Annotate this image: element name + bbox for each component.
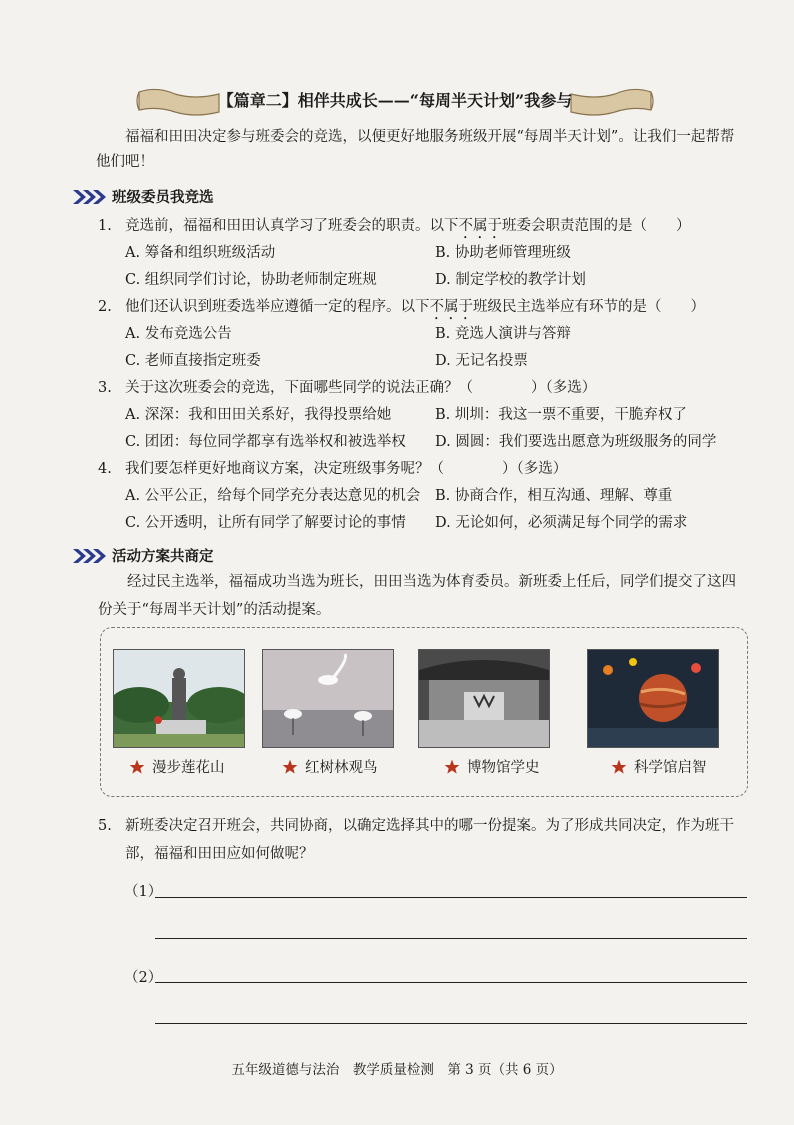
- answer-line[interactable]: [155, 982, 747, 983]
- activity-intro: 经过民主选举，福福成功当选为班长，田田当选为体育委员。新班委上任后，同学们提交了这四份关于“每周半天计划”的活动提案。: [98, 574, 736, 618]
- option-b: B. 协助老师管理班级: [435, 245, 571, 261]
- question-3: 3. 关于这次班委会的竞选，下面哪些同学的说法正确？（ ）（多选）: [98, 380, 597, 396]
- egret-image: [263, 650, 393, 747]
- intro-text: 福福和田田决定参与班委会的竞选，以便更好地服务班级开展“每周半天计划”。让我们一起帮帮他们吧！: [96, 129, 735, 170]
- answer-label-2: （2）: [124, 970, 163, 986]
- photo-mangrove-birds: [262, 649, 394, 748]
- chevron-right-icon: [72, 548, 106, 564]
- section-heading-activity: [72, 545, 214, 566]
- section-title: 活动方案共商定: [112, 548, 214, 565]
- photo-museum: [418, 649, 550, 748]
- chevron-right-icon: [72, 189, 106, 205]
- page-title: 【篇章二】相伴共成长——“每周半天计划”我参与: [217, 91, 573, 110]
- option-d: D. 制定学校的教学计划: [435, 272, 586, 288]
- star-icon: [444, 759, 460, 775]
- question-5: 5. 新班委决定召开班会，共同协商，以确定选择其中的哪一份提案。为了形成共同决定，作为班干部，福福和田田应如何做呢？: [98, 818, 734, 862]
- caption-3: 博物馆学史: [444, 756, 540, 777]
- section-heading-election: [72, 186, 214, 207]
- option-a: A. 深深：我和田田关系好，我得投票给她: [125, 407, 392, 423]
- chapter-banner: [135, 82, 655, 120]
- planet-image: [588, 650, 718, 747]
- emphasis-text: 不属于: [429, 299, 473, 315]
- statue-image: [114, 650, 244, 747]
- option-b: B. 竞选人演讲与答辩: [435, 326, 571, 342]
- option-a: A. 发布竞选公告: [125, 326, 232, 342]
- option-c: C. 组织同学们讨论，协助老师制定班规: [125, 272, 377, 288]
- answer-label-1: （1）: [124, 884, 163, 900]
- option-c: C. 公开透明，让所有同学了解要讨论的事情: [125, 515, 406, 531]
- option-b: B. 圳圳：我这一票不重要，干脆弃权了: [435, 407, 687, 423]
- photo-lianhua-mountain: [113, 649, 245, 748]
- answer-line[interactable]: [155, 1023, 747, 1024]
- star-icon: [129, 759, 145, 775]
- caption-4: 科学馆启智: [611, 756, 707, 777]
- section-title: 班级委员我竞选: [112, 189, 214, 206]
- caption-2: 红树林观鸟: [282, 756, 378, 777]
- caption-1: 漫步莲花山: [129, 756, 225, 777]
- option-c: C. 团团：每位同学都享有选举权和被选举权: [125, 434, 406, 450]
- museum-image: [419, 650, 549, 747]
- option-a: A. 筹备和组织班级活动: [125, 245, 276, 261]
- photo-science-museum: [587, 649, 719, 748]
- question-2: 2. 他们还认识到班委选举应遵循一定的程序。以下不属于班级民主选举应有环节的是（ ）: [98, 299, 705, 315]
- option-d: D. 圆圆：我们要选出愿意为班级服务的同学: [435, 434, 717, 450]
- answer-line[interactable]: [155, 897, 747, 898]
- proposal-gallery: [100, 627, 748, 797]
- star-icon: [282, 759, 298, 775]
- option-d: D. 无论如何，必须满足每个同学的需求: [435, 515, 688, 531]
- star-icon: [611, 759, 627, 775]
- question-4: 4. 我们要怎样更好地商议方案，决定班级事务呢？（ ）（多选）: [98, 461, 568, 477]
- emphasis-text: 不属于: [458, 218, 502, 234]
- option-a: A. 公平公正，给每个同学充分表达意见的机会: [125, 488, 421, 504]
- option-c: C. 老师直接指定班委: [125, 353, 261, 369]
- option-b: B. 协商合作，相互沟通、理解、尊重: [435, 488, 673, 504]
- page-footer: 五年级道德与法治 教学质量检测 第 3 页（共 6 页）: [231, 1062, 563, 1078]
- option-d: D. 无记名投票: [435, 353, 528, 369]
- answer-line[interactable]: [155, 938, 747, 939]
- question-1: 1. 竞选前，福福和田田认真学习了班委会的职责。以下不属于班委会职责范围的是（ ）: [98, 218, 691, 234]
